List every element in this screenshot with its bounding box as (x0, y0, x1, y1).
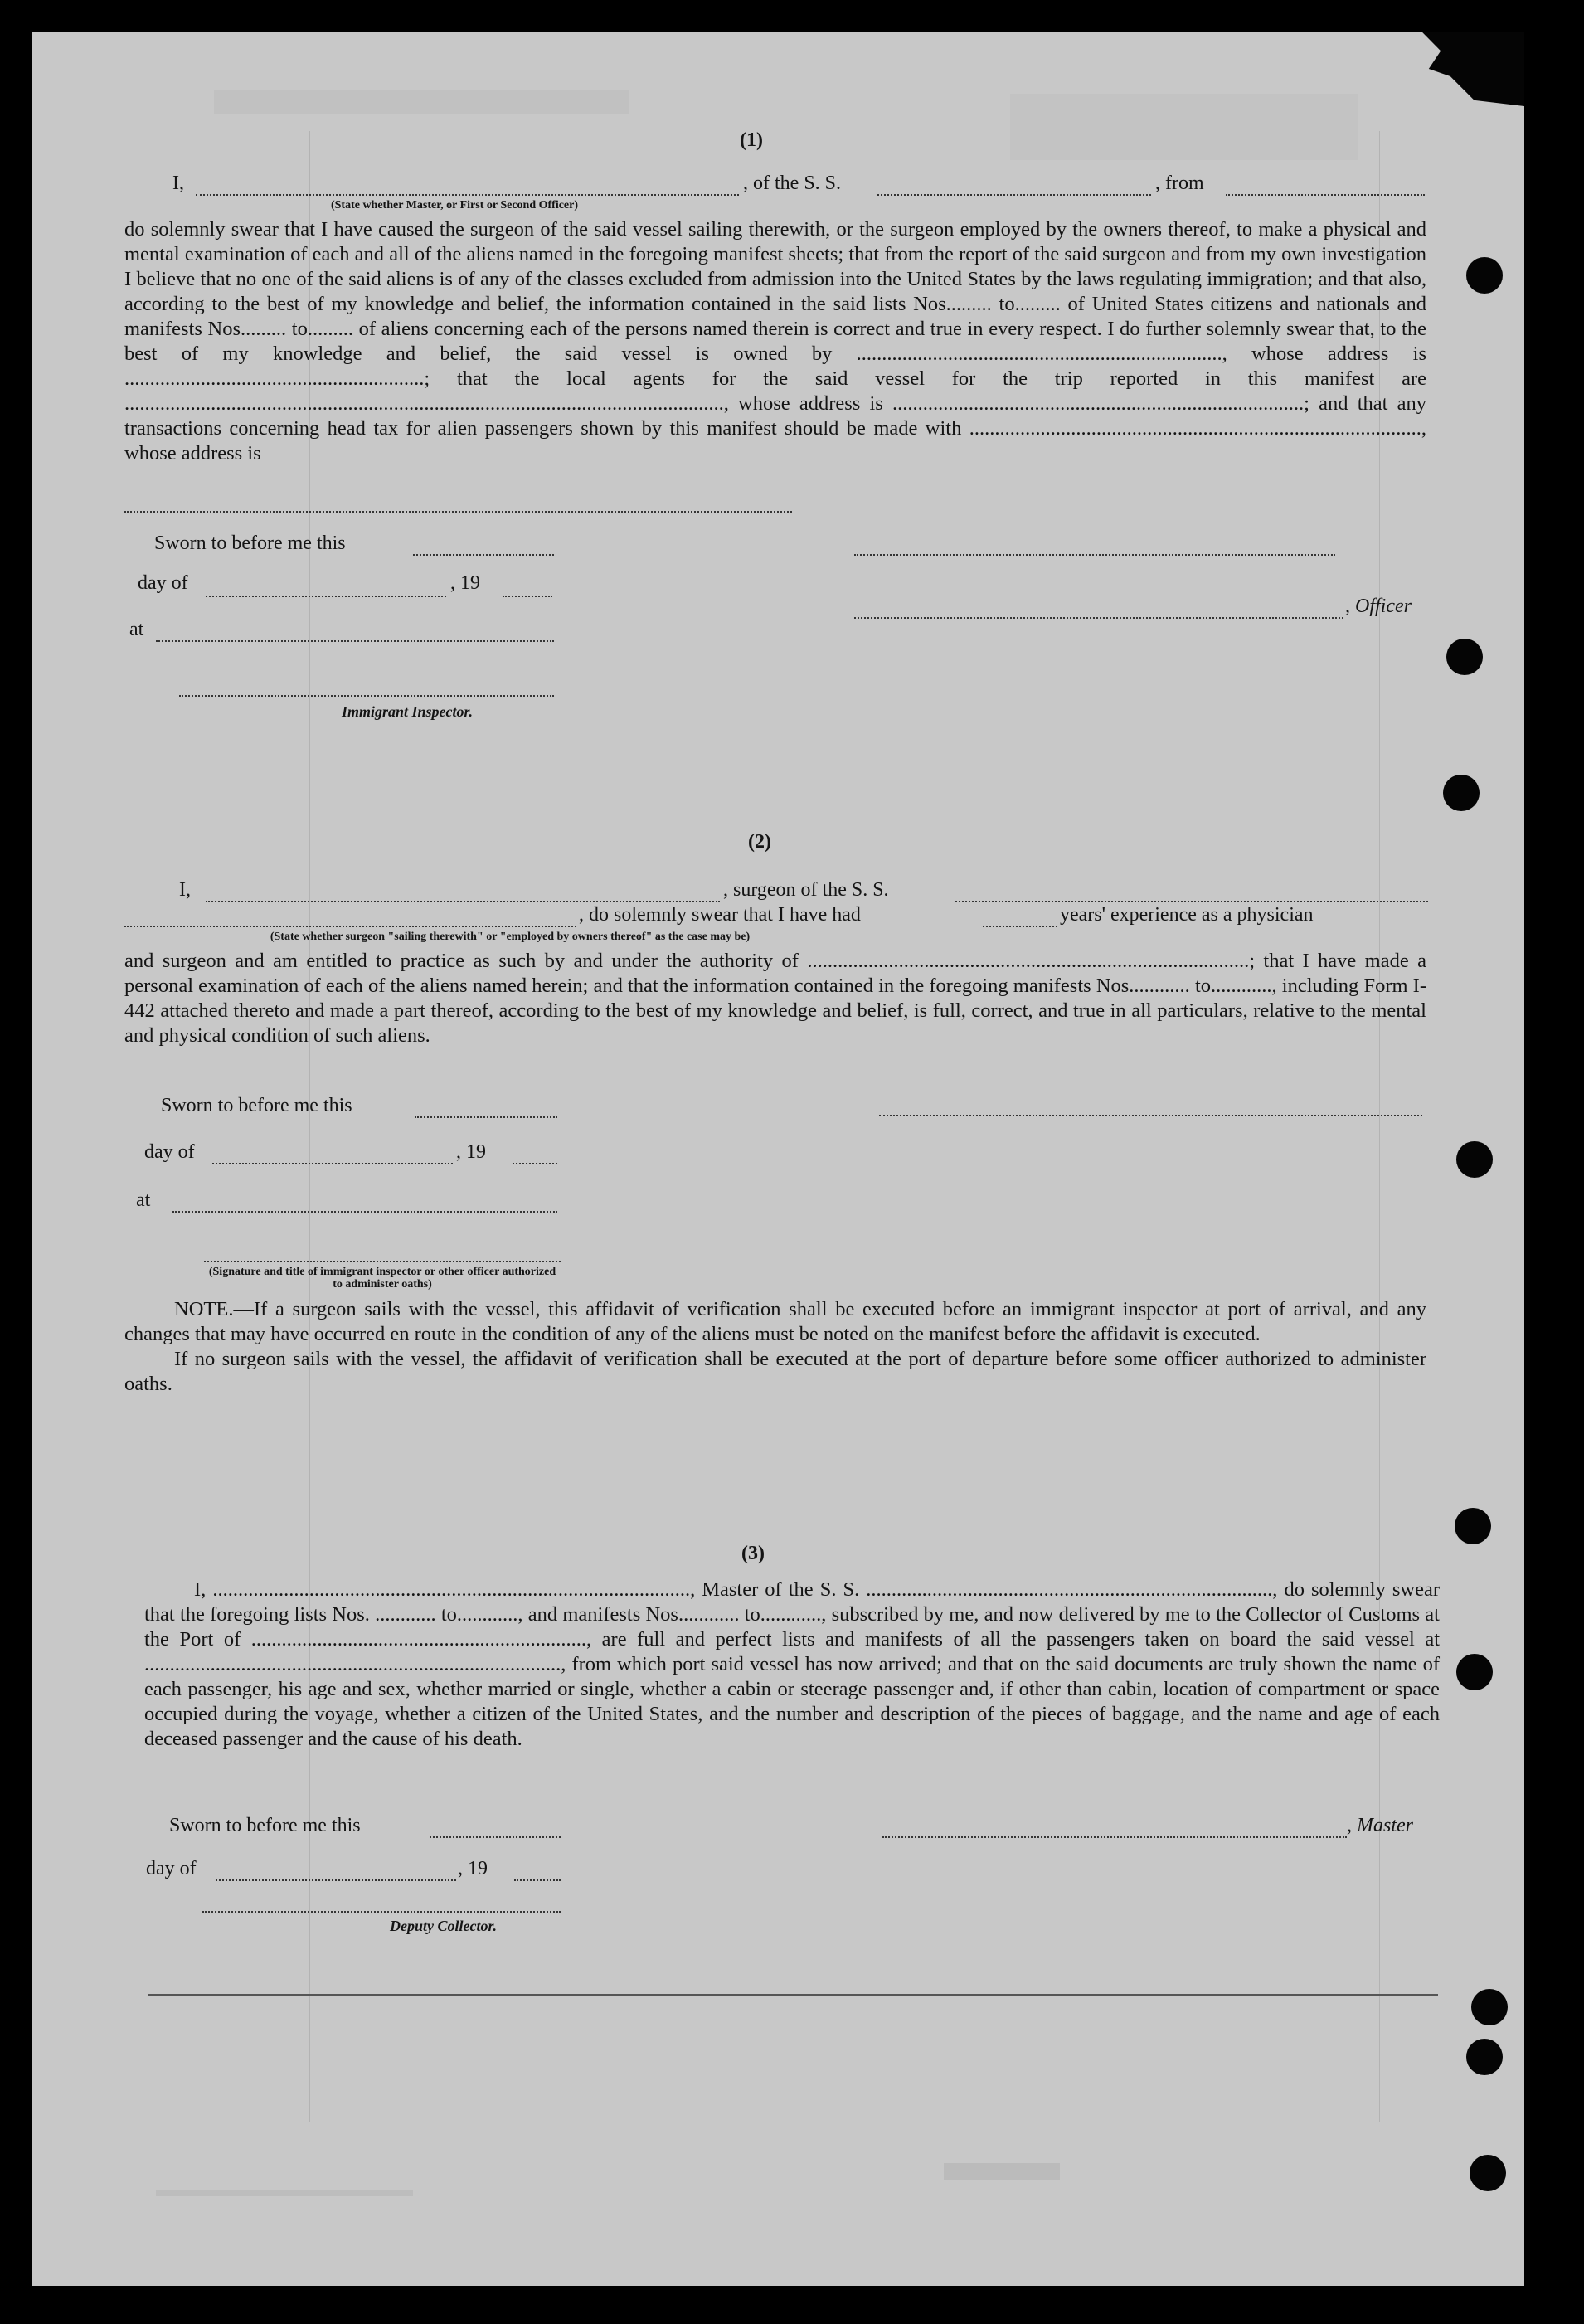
s3-sworn-label: Sworn to before me this (169, 1815, 361, 1836)
s1-oath-text: do solemnly swear that I have caused the surgeon of the said vessel sailing therewith, or the surgeon employed by the owners thereof, to make a physical and mental examination of each and all of the aliens named in the foregoing manifest sheets; that from the report of the said surgeon and from my own investigation I believe that no one of the said aliens is of any of the classes excluded from admission into the United States by the laws regulating immigration; and that also, according to the best of my knowledge and belief, the information contained in the said lists Nos......... to......... of United States citizens and nationals and manifests Nos......... to......... of aliens concerning each of the persons named therein is correct and true in every respect. I do further solemnly swear that, to the best of my knowledge and belief, the said vessel is owned by ........................................................................, whose address is ...........................................................; that the local agents for the said vessel for the trip reported in this manifest are ......................................................................................................................, whose address is .................................................................................; and that any transactions concerning head tax for alien passengers shown by this manifest should be made with ........................................................................................., whose address is (124, 218, 1426, 464)
bottom-rule (148, 1994, 1438, 1996)
s1-day-field[interactable] (206, 596, 446, 597)
punch-hole (1456, 1654, 1493, 1690)
s3-oath-text: I, .............................................................................................., Master of the S. S. ................................................................................, do solemnly swear that the foregoing lists Nos. ............ to............, and manifests Nos............ to............, subscribed by me, and now delivered by me to the Collector of Customs at the Port of .................................................................., are full and perfect lists and manifests of all the passengers taken on board the said vessel at .................................................................................., from which port said vessel has now arrived; and that on the said documents are truly shown the name of each passenger, his age and sex, whether married or single, whether a cabin or steerage passenger and, if other than cabin, location of compartment or space occupied during the voyage, whether a citizen of the United States, and the number and description of the pieces of baggage, and the name and age of each deceased passenger and the cause of his death. (144, 1578, 1440, 1750)
s1-inspector-signature-field[interactable] (179, 695, 554, 697)
s1-from-label: , from (1155, 173, 1204, 194)
punch-hole (1455, 1508, 1491, 1544)
s1-at-label: at (129, 619, 144, 640)
punch-hole (1456, 1141, 1493, 1178)
s3-master-label: , Master (1347, 1815, 1413, 1836)
s2-swear-label: , do solemnly swear that I have had (579, 904, 861, 926)
s1-year-field[interactable] (503, 596, 552, 597)
section-2-number: (2) (748, 831, 771, 853)
s1-officer-name-field[interactable] (196, 194, 739, 196)
bleed-through-stamp (1010, 94, 1358, 160)
s1-from-port-field[interactable] (1226, 194, 1425, 196)
s1-i-label: I, (172, 173, 184, 194)
s2-i-label: I, (179, 879, 191, 901)
s2-sig-caption: (Signature and title of immigrant inspector or other officer authorized to administer oaths) (208, 1266, 556, 1291)
s2-day-of-label: day of (144, 1141, 195, 1163)
s2-vessel-name-field[interactable] (955, 901, 1428, 902)
s2-surgeon-name-field[interactable] (206, 901, 720, 902)
bleed-footer-mark (156, 2190, 413, 2196)
punch-hole (1466, 257, 1503, 294)
punch-hole (1470, 2155, 1506, 2191)
s2-year-field[interactable] (513, 1163, 557, 1164)
s1-address-field[interactable] (124, 511, 792, 513)
bleed-footer-mark (944, 2163, 1060, 2180)
s1-vessel-name-field[interactable] (877, 194, 1151, 196)
s1-day-of-label: day of (138, 572, 188, 594)
s1-sworn-date-field[interactable] (413, 554, 554, 556)
s3-day-field[interactable] (216, 1879, 456, 1881)
s3-sworn-date-field[interactable] (430, 1836, 561, 1838)
s2-years-field[interactable] (983, 926, 1057, 927)
s2-surgeon-signature-field[interactable] (879, 1115, 1422, 1116)
punch-hole (1466, 2039, 1503, 2075)
section-3-number: (3) (741, 1543, 765, 1564)
s3-master-signature-field[interactable] (882, 1836, 1347, 1838)
s2-at-label: at (136, 1189, 151, 1211)
s1-sworn-label: Sworn to before me this (154, 532, 346, 554)
torn-corner (1405, 32, 1524, 106)
s3-collector-signature-field[interactable] (202, 1911, 561, 1913)
s1-inspector-caption: Immigrant Inspector. (342, 703, 474, 720)
s3-day-of-label: day of (146, 1858, 197, 1879)
s1-of-ss-label: , of the S. S. (743, 173, 842, 194)
s1-officer-signature-field[interactable] (854, 554, 1335, 556)
s3-year-field[interactable] (514, 1879, 561, 1881)
punch-hole (1446, 639, 1483, 675)
s1-nineteen-label: , 19 (450, 572, 480, 594)
s3-collector-caption: Deputy Collector. (390, 1918, 497, 1934)
s2-day-field[interactable] (212, 1163, 453, 1164)
s2-oath-text: and surgeon and am entitled to practice as such by and under the authority of .......................................................................................; that I have made a personal examination of each of the aliens named herein; and that the information contained in the foregoing manifests Nos............ to............, including Form I-442 attached thereto and made a part thereof, according to the best of my knowledge and belief, is full, correct, and true in all particulars, relative to the mental and physical condition of such aliens. (124, 950, 1426, 1047)
s2-surgeon-caption: (State whether surgeon "sailing therewith" or "employed by owners thereof" as the case may be) (270, 931, 751, 943)
s1-officer-label: , Officer (1345, 596, 1412, 617)
s2-note: NOTE.—If a surgeon sails with the vessel, this affidavit of verification shall be executed before an immigrant inspector at port of arrival, and any changes that may have occurred en route in the condition of any of the aliens must be noted on the manifest before the affidavit is executed. If no surgeon sails with the vessel, the affidavit of verification shall be executed at the port of departure before some officer authorized to administer oaths. (124, 1298, 1426, 1395)
punch-hole (1443, 775, 1480, 811)
section-1-number: (1) (740, 129, 763, 151)
punch-hole (1471, 1989, 1508, 2025)
s2-surgeon-of-ss-label: , surgeon of the S. S. (723, 879, 889, 901)
s1-officer-title-field[interactable] (854, 617, 1343, 619)
s2-surgeon-status-field[interactable] (124, 926, 576, 927)
bleed-through-stamp (214, 90, 629, 114)
s2-inspector-signature-field[interactable] (204, 1261, 561, 1262)
s2-sworn-label: Sworn to before me this (161, 1095, 352, 1116)
s2-years-label: years' experience as a physician (1060, 904, 1314, 926)
s1-at-field[interactable] (156, 640, 554, 642)
s1-officer-caption: (State whether Master, or First or Second Officer) (330, 199, 579, 211)
document-page (32, 32, 1524, 2286)
s2-nineteen-label: , 19 (456, 1141, 486, 1163)
s2-at-field[interactable] (172, 1211, 557, 1213)
s3-nineteen-label: , 19 (458, 1858, 488, 1879)
s2-sworn-date-field[interactable] (415, 1116, 557, 1118)
